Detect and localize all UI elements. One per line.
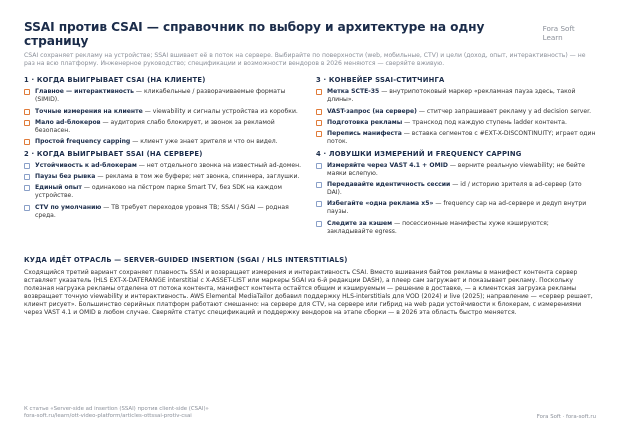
industry-body: Сходящийся третий вариант сохраняет плавность SSAI и возвращает измерения и интерактивность CSAI. Вместо вшивания байтов рекламы в манифест контента сервер вставляет указатель (HLS EXT-X-DATERANGE interstitial с X-ASSET-LIST или маркеры SGAI из 6-й редакции DASH), а плеер сам загружает и показывает рекламу. Поскольку полезная нагрузка рекламы отделена от потока контента, манифест контента остаётся общим и кэшируемым — решение в доставке, — а клиентская загрузка рекламы возвращает точную viewability и интерактивность. AWS Elemental MediaTailor добавил поддержку HLS-interstitials для VOD (2024) и live (2025); направление — «сервер решает, клиент рисует». Большинство серийных платформ работают смешанно: на сервере для CTV, на сервере или гибрид на web ради устойчивости к блокерам, с измерениями через VAST 4.1 и OMID в любом случае. Сверяйте статус спецификаций и поддержку вендоров на этапе сборки — в 2026 эта область быстро меняется. [24,268,593,317]
checklist-item-label: Точные измерения на клиенте [35,107,143,115]
industry-heading: КУДА ИДЁТ ОТРАСЛЬ — SERVER-GUIDED INSERTION (SGAI / HLS INTERSTITIALS) [24,255,348,264]
footer-source [24,406,209,420]
checklist-item-label: Метка SCTE-35 [327,88,380,96]
checklist-item [316,181,596,197]
footer-brand: Fora Soft · fora-soft.ru [536,414,596,420]
checkbox-icon[interactable] [316,182,322,188]
section-heading: 3 · КОНВЕЙЕР SSAI-СТИТЧИНГА [316,76,445,85]
checklist-item-label: Подготовка рекламы [327,118,403,126]
brand-label: Fora Soft Learn [542,24,575,42]
checklist-item [24,162,304,170]
checklist-item-description: — вставка сегментов с #EXT-X-DISCONTINUITY; играет один поток. [327,129,596,145]
section-ssai-wins [24,150,304,220]
checklist-item-text [35,173,299,181]
checklist-item-text [35,108,298,116]
checkbox-icon[interactable] [316,163,322,169]
checklist-item [316,119,596,127]
checkbox-icon[interactable] [24,163,30,169]
checklist-item-text [35,184,304,200]
section-pipeline [316,76,596,146]
checklist-item-description: — верните реальную viewability; не бейте маяки вслепую. [327,161,585,177]
checkbox-icon[interactable] [24,109,30,115]
section-heading: 1 · КОГДА ВЫИГРЫВАЕТ CSAI (НА КЛИЕНТЕ) [24,76,206,85]
checkbox-icon[interactable] [316,131,322,137]
checklist-item-label: Единый опыт [35,184,82,192]
checklist-item [316,220,596,236]
checklist-item [24,108,304,116]
checklist-item [316,162,596,178]
checklist [24,162,304,220]
checklist [316,88,596,146]
section-traps [316,150,596,236]
section-csai-wins [24,76,304,146]
checklist-item-text [35,119,304,135]
checklist-item-description: — внутрипотоковый маркер «рекламная пауза здесь, такой длины». [327,88,576,104]
checkbox-icon[interactable] [316,221,322,227]
checklist-item-label: Главное — интерактивность [35,88,134,96]
checklist-item-label: Следите за кэшем [327,219,393,227]
checklist-item-text [327,119,567,127]
checklist-item-text [35,138,278,146]
checklist-item [316,130,596,146]
checklist-item-text [327,108,591,116]
checklist-item-label: Измеряйте через VAST 4.1 + OMID [327,161,448,169]
left-column [24,74,304,238]
checklist-item-description: — id / историю зрителя в ad-сервер (это DAI). [327,181,582,197]
page-title: SSAI против CSAI — справочник по выбору и архитектуре на одну страницу [24,20,485,48]
checklist-item-description: — ститчер запрашивает рекламу у ad decision server. [416,107,592,115]
checklist-item-description: — посессионные манифесты хуже кэшируются; закладывайте egress. [327,219,549,235]
checklist-item [316,108,596,116]
checklist-item-description: — frequency cap на ad-сервере и дедуп внутри паузы. [327,200,587,216]
checklist [316,162,596,236]
checkbox-icon[interactable] [24,120,30,126]
checklist-item-label: Простой frequency capping [35,137,131,145]
checklist-item-label: Паузы без рывка [35,173,96,181]
checklist-item-description: — ТВ требует переходов уровня ТВ; SSAI / SGAI — родная среда. [35,203,289,219]
checklist-item [24,119,304,135]
right-column [316,74,596,238]
checklist-item-description: — клиент уже знает зрителя и что он видел. [130,137,278,145]
checklist-item-description: — одинаково на пёстром парке Smart TV, без SDK на каждом устройстве. [35,184,282,200]
checklist-item [24,88,304,104]
checklist-item [316,200,596,216]
checklist-item-label: Передавайте идентичность сессии [327,181,451,189]
footer-article-link[interactable]: fora-soft.ru/learn/ott-video-platform/articles-ottssai-protiv-csai [24,412,192,419]
checklist-item [24,184,304,200]
checklist-item-description: — реклама в том же буфере; нет звонка, спиннера, заглушки. [95,173,300,181]
checklist-item-label: Мало ad-блокеров [35,118,101,126]
section-heading: 4 · ЛОВУШКИ ИЗМЕРЕНИЙ И FREQUENCY CAPPING [316,149,522,158]
columns [24,74,596,238]
checklist-item-text [327,181,596,197]
checkbox-icon[interactable] [316,89,322,95]
checkbox-icon[interactable] [316,120,322,126]
checklist-item-text [327,220,596,236]
checkbox-icon[interactable] [24,185,30,191]
checklist-item-label: VAST-запрос (на сервере) [327,107,417,115]
checklist-item-description: — viewability и сигналы устройства из коробки. [142,107,298,115]
checklist-item [316,88,596,104]
checklist-item-description: — кликабельные / разворачиваемые форматы (SIMID). [35,88,286,104]
checkbox-icon[interactable] [24,89,30,95]
checkbox-icon[interactable] [24,139,30,145]
checkbox-icon[interactable] [316,201,322,207]
checklist-item-description: — нет отдельного звонка на известный ad-домен. [136,161,302,169]
checklist-item-label: Устойчивость к ad-блокерам [35,161,137,169]
checklist-item-text [327,130,596,146]
checklist-item-description: — аудитория слабо блокирует, и звонок за рекламой безопасен. [35,118,275,134]
checkbox-icon[interactable] [24,174,30,180]
checklist-item [24,138,304,146]
title-row [24,20,596,48]
checklist-item [24,173,304,181]
page-subtitle: CSAI сохраняет рекламу на устройстве; SSAI вшивает её в поток на сервере. Выбирайте по поверхности (web, мобильные, CTV) и цели (доход, опыт, интерактивность) — не раз на всю платформу. Инженерное руководство; спецификации и возможности вендоров в 2026 меняются — сверяйте вживую. [24,52,586,68]
checklist-item-label: Избегайте «одна реклама x5» [327,200,434,208]
checklist-item-text [327,88,596,104]
checklist-item-text [35,162,301,170]
checklist-item-description: — транскод под каждую ступень ladder контента. [402,118,567,126]
section-heading: 2 · КОГДА ВЫИГРЫВАЕТ SSAI (НА СЕРВЕРЕ) [24,149,203,158]
checklist-item-text [327,162,596,178]
checklist-item-label: Перепись манифеста [327,129,402,137]
footer [24,406,596,420]
checklist-item-text [35,204,304,220]
checklist [24,88,304,146]
checkbox-icon[interactable] [316,109,322,115]
checkbox-icon[interactable] [24,205,30,211]
checklist-item-label: CTV по умолчанию [35,203,102,211]
footer-article-title: К статье «Server-side ad insertion (SSAI) против client-side (CSAI)» [24,405,209,412]
checklist-item-text [327,200,596,216]
checklist-item [24,204,304,220]
checklist-item-text [35,88,304,104]
